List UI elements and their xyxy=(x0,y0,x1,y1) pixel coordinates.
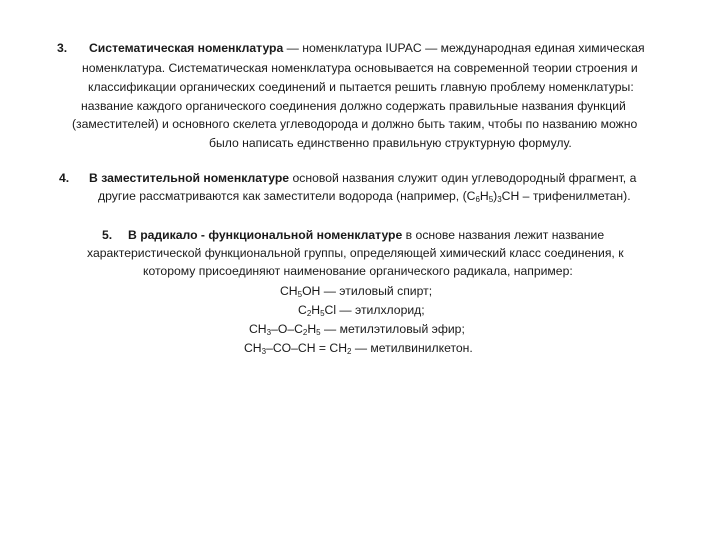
term-heading: В заместительной номенклатуре xyxy=(89,171,290,185)
paragraph-line: (заместителей) и основного скелета углеводорода и должно быть таким, чтобы по названию можно xyxy=(72,117,638,131)
example-formula: $CH_3-CO-CH = CH_2$ — метилвинилкетон. xyxy=(244,341,473,356)
example-formula: $C_2H_5Cl$ — этилхлорид; xyxy=(298,303,425,318)
item-number: 3. xyxy=(57,41,68,55)
paragraph-line: которому присоединяют наименование органического радикала, например: xyxy=(143,264,573,278)
example-formula: $CH_3-O-C_2H_5$ — метилэтиловый эфир; xyxy=(249,322,465,337)
example-formula: $CH_5OH$ — этиловый спирт; xyxy=(280,284,433,299)
item-number: 5. xyxy=(102,228,113,242)
paragraph-line: В радикало - функциональной номенклатуре в основе названия лежит название xyxy=(128,228,605,242)
paragraph-line: характеристической функциональной группы, определяющей химический класс соединения, к xyxy=(87,246,624,260)
paragraph-line: Систематическая номенклатура — номенклатура IUPAC — международная единая химическая xyxy=(89,41,645,55)
item-number: 4. xyxy=(59,171,70,185)
term-heading: Систематическая номенклатура xyxy=(89,41,284,55)
term-heading: В радикало - функциональной номенклатуре xyxy=(128,228,403,242)
paragraph-line: В заместительной номенклатуре основой названия служит один углеводородный фрагмент, а xyxy=(89,171,637,185)
paragraph-line: название каждого органического соединения должно содержать правильные названия функций xyxy=(81,99,626,113)
paragraph-line: классификации органических соединений и пытается решить главную проблему номенклатуры: xyxy=(88,80,634,94)
paragraph-line: номенклатура. Систематическая номенклатура основывается на современной теории строения и xyxy=(82,61,638,75)
paragraph-line: другие рассматриваются как заместители водорода (например, $(C_6H_5)_3CH$ – трифенилметан). xyxy=(98,189,631,204)
paragraph-line: было написать единственно правильную структурную формулу. xyxy=(209,136,572,150)
